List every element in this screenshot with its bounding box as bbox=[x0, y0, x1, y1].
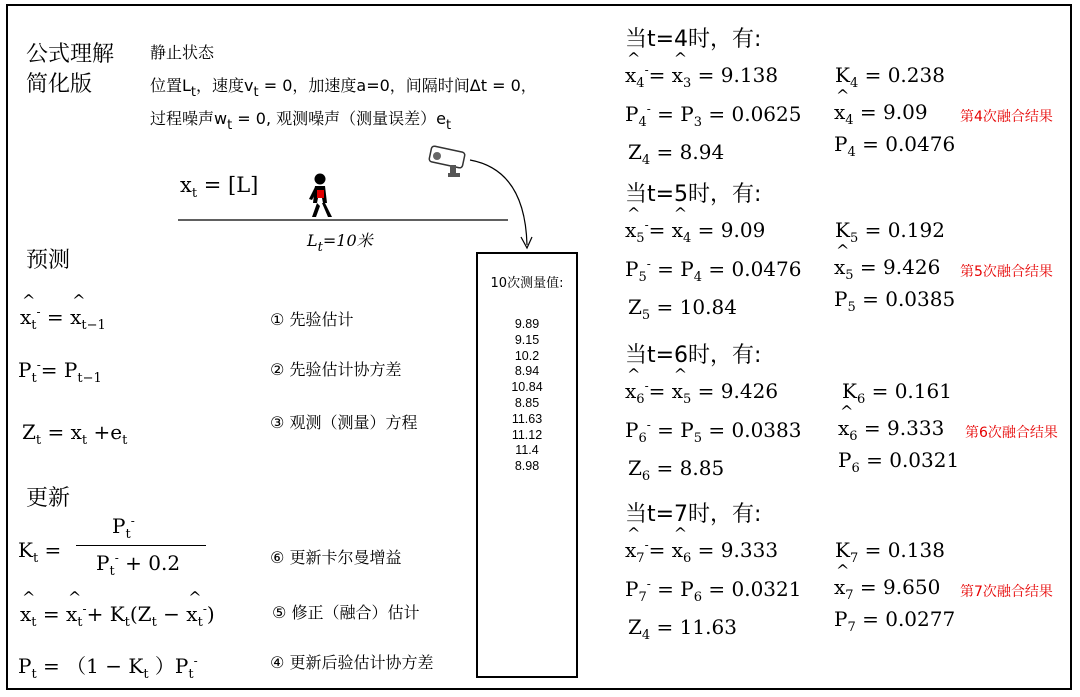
block-cov: $P_6^- = P_5 = 0.0383$ bbox=[625, 418, 802, 446]
fusion-note: 第5次融合结果 bbox=[960, 264, 1053, 280]
block-cov: $P_7^- = P_6 = 0.0321$ bbox=[625, 577, 802, 605]
block-fused: ^ $x_5 = 9.426$ bbox=[834, 255, 940, 283]
measurement-value: 10.2 bbox=[514, 348, 540, 363]
state-title: 静止状态 bbox=[150, 43, 215, 62]
block-prior: ^ $x_7^-=$ ^ $x_6 = 9.333$ bbox=[625, 538, 778, 566]
block-prior: ^ $x_6^-=$ ^ $x_5 = 9.426$ bbox=[625, 379, 778, 407]
title-line2: 简化版 bbox=[26, 72, 93, 97]
block-cov: $P_4^- = P_3 = 0.0625$ bbox=[625, 102, 802, 130]
step-3: ③ 观测（测量）方程 bbox=[270, 413, 418, 432]
measurement-value: 8.94 bbox=[514, 364, 540, 379]
block-gain: $K_6 = 0.161$ bbox=[842, 379, 952, 407]
step-6: ⑥ 更新卡尔曼增益 bbox=[270, 548, 402, 567]
block-gain: $K_5 = 0.192$ bbox=[835, 218, 945, 246]
measurements-title: 10次测量值: bbox=[490, 276, 564, 291]
eq-post: $P_t = (1 - K_t$ ）$P_t^-$ bbox=[18, 654, 198, 682]
block-z: $Z_6 = 8.85$ bbox=[628, 456, 725, 484]
block-post: $P_4 = 0.0476$ bbox=[834, 132, 956, 160]
block-gain: $K_4 = 0.238$ bbox=[835, 63, 945, 91]
eq-gain-num: $P_t^-$ bbox=[112, 514, 135, 542]
block-fused: ^ $x_6 = 9.333$ bbox=[838, 416, 944, 444]
eq-prior: ^ $x_t^-$ = ^ $x_{t-1}$ bbox=[20, 305, 106, 333]
block-z: $Z_4 = 11.63$ bbox=[628, 615, 737, 643]
block-z: $Z_5 = 10.84$ bbox=[628, 295, 737, 323]
block-heading: 当t=7时，有: bbox=[625, 502, 762, 527]
measurement-value: 11.63 bbox=[511, 411, 543, 426]
block-post: $P_6 = 0.0321$ bbox=[838, 448, 960, 476]
eq-obs: $Z_t = x_t +e_t$ bbox=[22, 420, 128, 448]
step-4: ④ 更新后验估计协方差 bbox=[270, 653, 434, 672]
xt-equation: $x_t = [L]$ bbox=[180, 173, 259, 201]
block-prior: ^ $x_4^-=$ ^ $x_3 = 9.138$ bbox=[625, 63, 778, 91]
block-heading: 当t=5时，有: bbox=[625, 182, 762, 207]
eq-cov: $P_t^-= P_{t-1}$ bbox=[18, 358, 102, 386]
fusion-note: 第7次融合结果 bbox=[960, 584, 1053, 600]
fusion-note: 第4次融合结果 bbox=[960, 109, 1053, 125]
gain-fraction-bar bbox=[76, 545, 206, 546]
block-gain: $K_7 = 0.138$ bbox=[835, 538, 945, 566]
fusion-note: 第6次融合结果 bbox=[965, 425, 1058, 441]
measurement-value: 11.12 bbox=[511, 427, 543, 442]
measurement-value: 9.89 bbox=[514, 317, 540, 331]
step-1: ① 先验估计 bbox=[270, 310, 354, 329]
measurement-value: 9.15 bbox=[514, 332, 540, 347]
step-5: ⑤ 修正（融合）估计 bbox=[272, 603, 420, 622]
eq-gain-lhs: $K_t$ = bbox=[18, 538, 62, 566]
camera-icon bbox=[429, 146, 466, 177]
block-fused: ^ $x_7 = 9.650$ bbox=[834, 575, 940, 603]
block-prior: ^ $x_5^-=$ ^ $x_4 = 9.09$ bbox=[625, 218, 765, 246]
measurement-value: 8.85 bbox=[514, 395, 540, 410]
title-line1: 公式理解 bbox=[26, 42, 115, 67]
step-2: ② 先验估计协方差 bbox=[270, 360, 402, 379]
measurement-value: 10.84 bbox=[511, 380, 543, 395]
predict-heading: 预测 bbox=[26, 248, 71, 273]
block-heading: 当t=4时，有: bbox=[625, 27, 762, 52]
update-heading: 更新 bbox=[26, 486, 71, 511]
measurements-box bbox=[476, 252, 578, 678]
block-heading: 当t=6时，有: bbox=[625, 343, 762, 368]
block-fused: ^ $x_4 = 9.09$ bbox=[834, 100, 928, 128]
measurement-value: 11.4 bbox=[515, 443, 539, 458]
block-post: $P_7 = 0.0277$ bbox=[834, 607, 956, 635]
camera-arrow bbox=[470, 160, 527, 245]
eq-gain-den: $P_t^- + 0.2$ bbox=[96, 551, 181, 579]
lt-label: $L_t=10$米 bbox=[307, 231, 373, 255]
state-line2: 过程噪声$w_t = 0$, 观测噪声（测量误差）$e_t$ bbox=[150, 109, 452, 133]
state-line1: 位置$L_t$，速度$v_t = 0$，加速度a=0，间隔时间Δt = 0， bbox=[150, 76, 537, 100]
measurements-list bbox=[478, 317, 576, 475]
block-cov: $P_5^- = P_4 = 0.0476$ bbox=[625, 257, 802, 285]
camera-graphic bbox=[425, 140, 545, 255]
measurement-value: 8.98 bbox=[514, 459, 540, 474]
block-post: $P_5 = 0.0385$ bbox=[834, 287, 956, 315]
person-icon bbox=[309, 174, 332, 218]
eq-fuse: ^ $x_t$ = ^ $x_t^-+ K_t(Z_t$ − ^ $x_t^-$) bbox=[20, 602, 215, 630]
block-z: $Z_4 = 8.94$ bbox=[628, 140, 725, 168]
